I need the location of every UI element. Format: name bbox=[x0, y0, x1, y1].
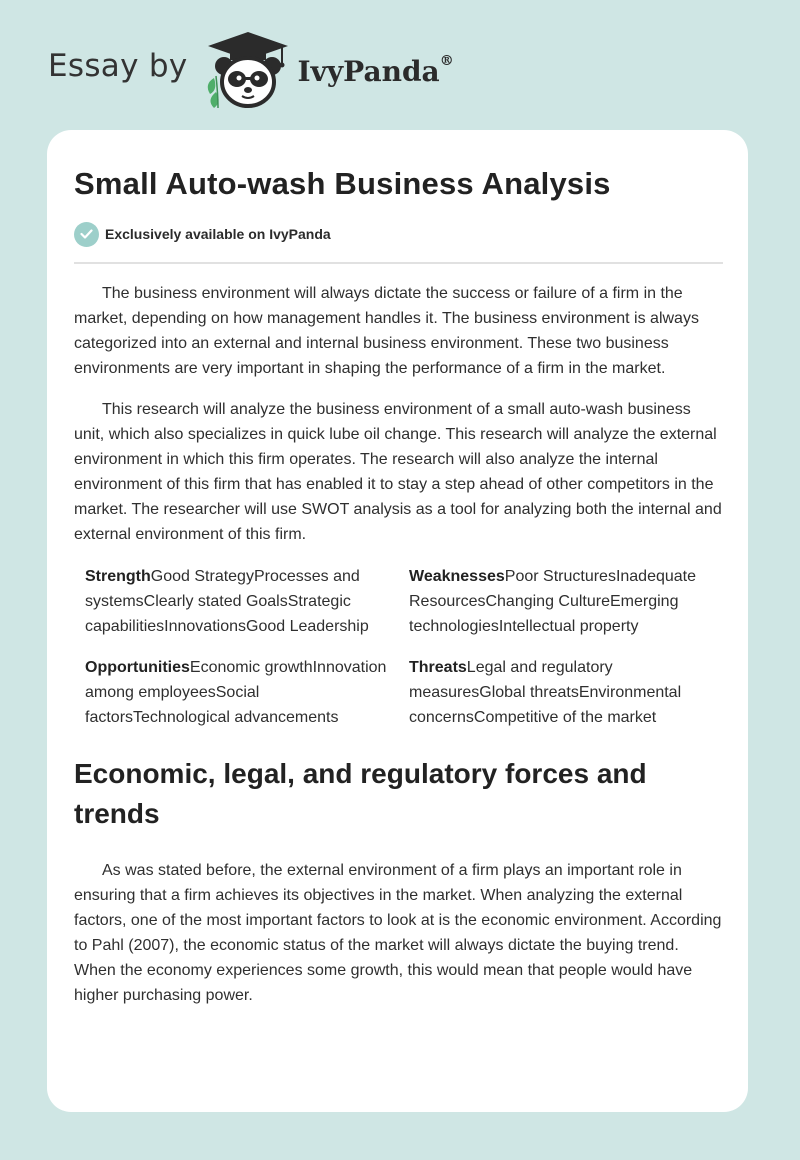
swot-weaknesses-label: Weaknesses bbox=[409, 568, 505, 585]
swot-threats bbox=[409, 655, 721, 730]
essay-by-label: Essay by bbox=[48, 48, 188, 84]
page-title: Small Auto-wash Business Analysis bbox=[74, 166, 611, 201]
essay-content bbox=[74, 130, 723, 1008]
divider bbox=[74, 262, 723, 264]
swot-threats-text: Legal and regulatory measuresGlobal threatsEnvironmental concernsCompetitive of the market bbox=[409, 659, 682, 726]
essay-card bbox=[47, 130, 748, 1112]
site-header bbox=[48, 30, 752, 110]
swot-opportunities-text: Economic growthInnovation among employeesSocial factorsTechnological advancements bbox=[85, 659, 387, 726]
swot-opportunities-label: Opportunities bbox=[85, 659, 190, 676]
swot-strength-text: Good StrategyProcesses and systemsClearly stated GoalsStrategic capabilitiesInnovationsGood Leadership bbox=[85, 568, 369, 635]
panda-logo-icon[interactable] bbox=[202, 30, 294, 110]
badge-text: Exclusively available on IvyPanda bbox=[105, 226, 331, 242]
swot-opportunities bbox=[85, 655, 397, 730]
swot-strength bbox=[85, 564, 397, 639]
paragraph-1: The business environment will always dictate the success or failure of a firm in the market, depending on how management handles it. The business environment is always categorized into an external and internal business environment. These two business environments are very important in shaping the performance of a firm in the market. bbox=[74, 285, 699, 377]
check-icon bbox=[74, 222, 99, 247]
ivy-leaf-icon bbox=[207, 76, 218, 108]
swot-threats-label: Threats bbox=[409, 659, 467, 676]
brand-name[interactable]: IvyPanda® bbox=[297, 52, 454, 88]
swot-weaknesses-text: Poor StructuresInadequate ResourcesChanging CultureEmerging technologiesIntellectual property bbox=[409, 568, 697, 635]
swot-table bbox=[74, 564, 723, 730]
section-heading: Economic, legal, and regulatory forces and trends bbox=[74, 758, 647, 829]
swot-strength-label: Strength bbox=[85, 568, 151, 585]
registered-mark: ® bbox=[439, 52, 454, 69]
exclusive-badge bbox=[74, 221, 723, 247]
paragraph-3: As was stated before, the external environment of a firm plays an important role in ensuring that a firm achieves its objectives in the market. When analyzing the external factors, one of the most important factors to look at is the economic environment. According to Pahl (2007), the economic status of the market will always dictate the buying trend. When the economy experiences some growth, this would mean that people would have higher purchasing power. bbox=[74, 862, 722, 1004]
paragraph-2: This research will analyze the business environment of a small auto-wash business unit, which also specializes in quick lube oil change. This research will analyze the external environment in which this firm operates. The research will also analyze the internal environment of this firm that has enabled it to stay a step ahead of other competitors in the market. The researcher will use SWOT analysis as a tool for analyzing both the internal and external environment of this firm. bbox=[74, 401, 722, 543]
swot-weaknesses bbox=[409, 564, 721, 639]
